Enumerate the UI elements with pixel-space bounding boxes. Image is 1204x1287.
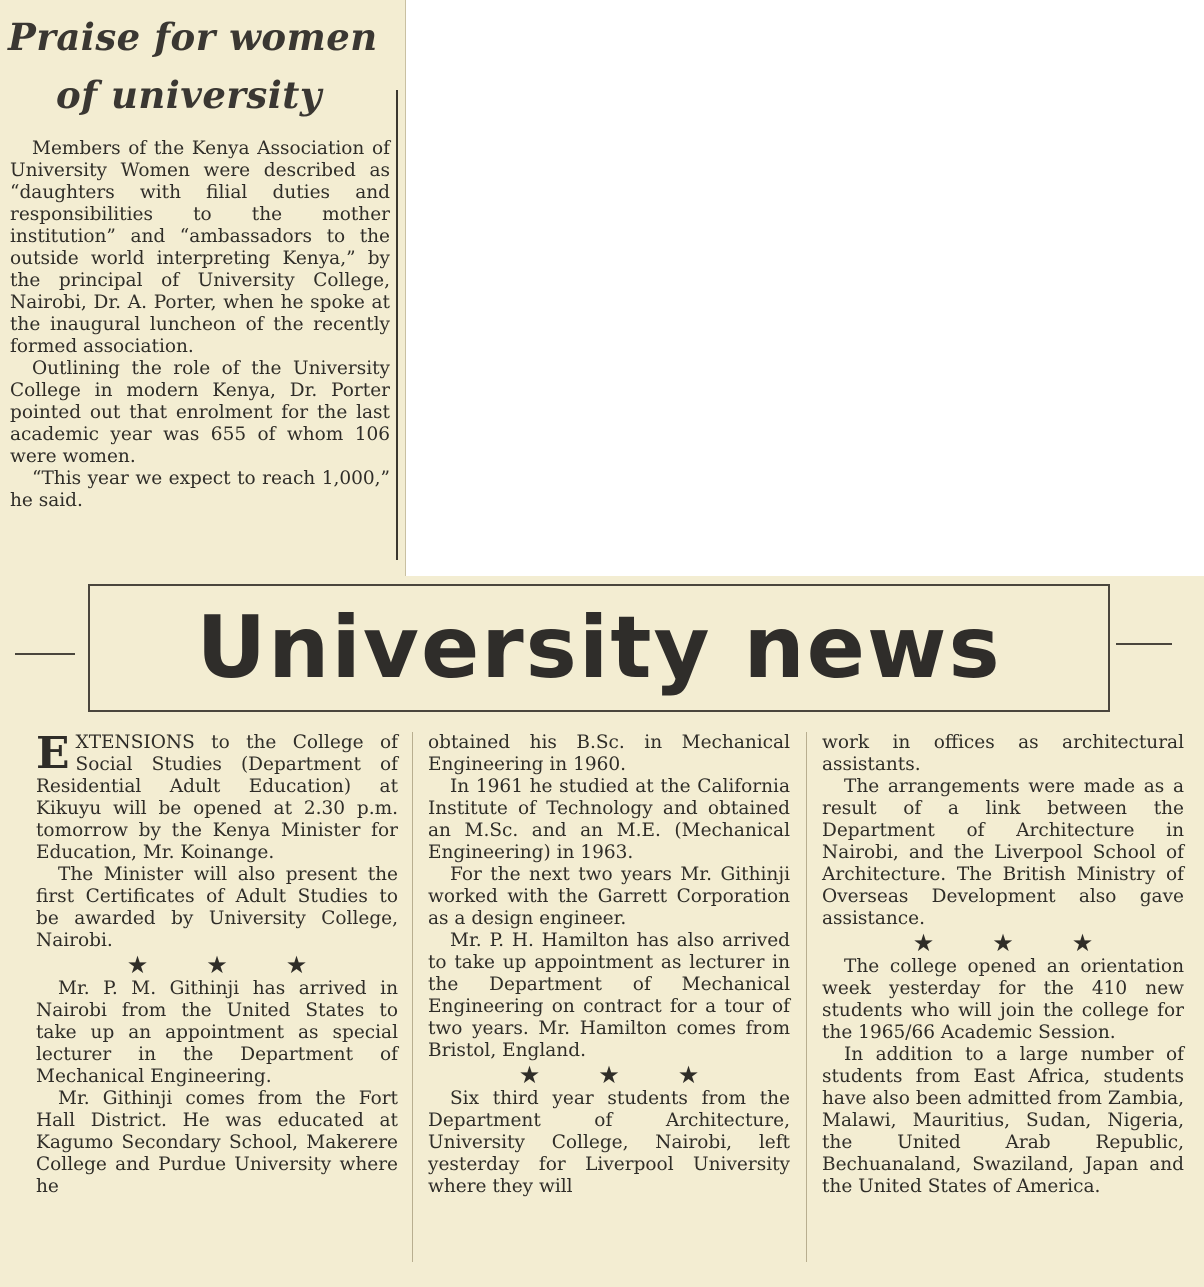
article-body <box>10 138 390 512</box>
headline-line-2: of university <box>56 73 322 117</box>
article-headline <box>8 8 388 124</box>
section-masthead <box>88 584 1110 712</box>
news-text: XTENSIONS to the College of Social Studies (Department of Residential Adult Education) at Kikuyu will be opened at 2.30 p.m. tomorrow by the Kenya Minister for Education, Mr. Koinange. <box>36 732 398 863</box>
news-paragraph <box>36 728 398 864</box>
star-separator: ★★★ <box>126 951 366 979</box>
section-title: University news <box>196 598 1002 698</box>
decorative-dash <box>1116 643 1172 645</box>
news-paragraph: obtained his B.Sc. in Mechanical Engineering in 1960. <box>428 732 790 775</box>
news-paragraph: The college opened an orientation week yesterday for the 410 new students who will join the college for the 1965/66 Academic Session. <box>822 956 1184 1043</box>
bottom-clipping <box>0 576 1204 1287</box>
news-column-1 <box>36 728 398 1198</box>
top-clipping <box>0 0 406 590</box>
decorative-dash <box>15 653 75 655</box>
star-separator: ★★★ <box>518 1061 758 1089</box>
news-paragraph: Mr. Githinji comes from the Fort Hall District. He was educated at Kagumo Secondary School, Makerere College and Purdue University where he <box>36 1088 398 1197</box>
headline-line-1: Praise for women <box>8 15 378 59</box>
news-column-3 <box>822 732 1184 1198</box>
news-paragraph: The Minister will also present the first Certificates of Adult Studies to be awarded by University College, Nairobi. <box>36 864 398 951</box>
article-paragraph: Members of the Kenya Association of University Women were described as “daughters with filial duties and responsibilities to the mother institution” and “ambassadors to the outside world interpreting Kenya,” by the principal of University College, Nairobi, Dr. A. Porter, when he spoke at the inaugural luncheon of the recently formed association. <box>10 138 390 357</box>
news-paragraph: Six third year students from the Department of Architecture, University College, Nairobi, left yesterday for Liverpool University where they will <box>428 1088 790 1197</box>
news-paragraph: Mr. P. M. Githinji has arrived in Nairobi from the United States to take up an appointment as special lecturer in the Department of Mechanical Engineering. <box>36 978 398 1087</box>
news-paragraph: In addition to a large number of students from East Africa, students have also been admitted from Zambia, Malawi, Mauritius, Sudan, Nigeria, the United Arab Republic, Bechuanaland, Swaziland, Japan and the United States of America. <box>822 1044 1184 1197</box>
article-paragraph: “This year we expect to reach 1,000,” he said. <box>10 468 390 511</box>
drop-cap: E <box>36 728 70 779</box>
news-paragraph: The arrangements were made as a result of a link between the Department of Architecture in Nairobi, and the Liverpool School of Architecture. The British Ministry of Overseas Development also gave assistance. <box>822 776 1184 929</box>
column-rule <box>396 90 398 560</box>
news-paragraph: work in offices as architectural assistants. <box>822 732 1184 775</box>
article-paragraph: Outlining the role of the University College in modern Kenya, Dr. Porter pointed out that enrolment for the last academic year was 655 of whom 106 were women. <box>10 358 390 467</box>
news-paragraph: For the next two years Mr. Githinji worked with the Garrett Corporation as a design engineer. <box>428 864 790 929</box>
news-paragraph: Mr. P. H. Hamilton has also arrived to take up appointment as lecturer in the Department of Mechanical Engineering on contract for a tour of two years. Mr. Hamilton comes from Bristol, England. <box>428 930 790 1061</box>
column-divider <box>412 732 413 1262</box>
news-column-2 <box>428 732 790 1198</box>
news-paragraph: In 1961 he studied at the California Institute of Technology and obtained an M.Sc. and an M.E. (Mechanical Engineering) in 1963. <box>428 776 790 863</box>
star-separator: ★★★ <box>912 929 1152 957</box>
column-divider <box>806 732 807 1262</box>
